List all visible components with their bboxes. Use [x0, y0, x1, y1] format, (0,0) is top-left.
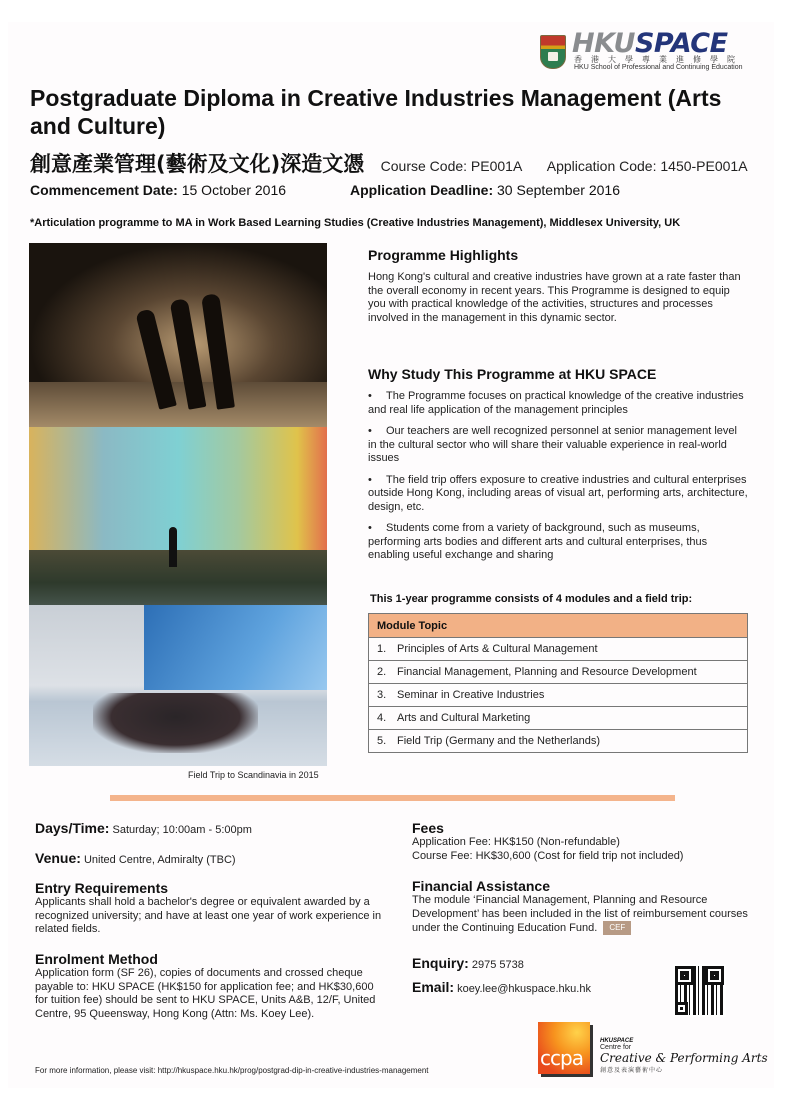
table-row	[369, 730, 748, 753]
module-number: 5.	[377, 735, 387, 747]
email-label: Email:	[412, 979, 455, 995]
page-title: Postgraduate Diploma in Creative Industries Management (Arts and Culture)	[30, 85, 722, 139]
logo-hku: HKU	[572, 28, 635, 59]
module-topic: Arts and Cultural Marketing	[397, 712, 531, 724]
module-topic: Field Trip (Germany and the Netherlands)	[397, 735, 600, 747]
table-row	[369, 661, 748, 684]
chinese-title: 創意產業管理(藝術及文化)深造文憑	[30, 152, 365, 176]
deadline-label: Application Deadline:	[350, 182, 494, 198]
why-study-heading: Why Study This Programme at HKU SPACE	[368, 366, 657, 382]
articulation-note: *Articulation programme to MA in Work Based Learning Studies (Creative Industries Management), Middlesex University, UK	[30, 217, 681, 229]
footer-more-info[interactable]: For more information, please visit: http://hkuspace.hku.hk/prog/postgrad-dip-in-creative-industries-management	[35, 1066, 429, 1075]
course-fee: Course Fee: HK$30,600 (Cost for field trip not included)	[412, 849, 684, 862]
list-item	[368, 390, 748, 417]
highlights-heading: Programme Highlights	[368, 247, 519, 263]
qr-code-icon[interactable]	[673, 964, 726, 1017]
ccpa-centre-for: Centre for	[600, 1044, 632, 1051]
photo-column	[29, 243, 327, 766]
table-row	[369, 638, 748, 661]
days-label: Days/Time:	[35, 820, 110, 836]
email-link[interactable]: koey.lee@hkuspace.hku.hk	[454, 983, 591, 995]
module-cell	[369, 638, 748, 661]
enquiry-phone: 2975 5738	[468, 959, 524, 971]
chinese-title-line	[30, 148, 748, 178]
dates-line	[30, 182, 620, 198]
table-row	[369, 707, 748, 730]
module-topic: Seminar in Creative Industries	[397, 689, 545, 701]
cef-logo-icon: CEF	[603, 921, 631, 935]
logo-space: SPACE	[634, 28, 728, 59]
bullet-icon: •	[368, 425, 372, 437]
section-divider	[110, 795, 675, 801]
ccpa-logo-text: ccpa	[540, 1046, 583, 1070]
financial-heading: Financial Assistance	[412, 878, 550, 894]
table-header-row	[369, 614, 748, 638]
days-time	[35, 820, 385, 838]
module-cell	[369, 730, 748, 753]
deadline	[350, 182, 620, 198]
days-value: Saturday; 10:00am - 5:00pm	[109, 824, 252, 836]
mural-gallery-photo	[29, 427, 327, 605]
ccpa-chinese-name: 創意及表演藝術中心	[600, 1068, 664, 1074]
field-trip-group-photo	[29, 605, 327, 766]
logo-english-name: HKU School of Professional and Continuing Education	[574, 64, 743, 71]
module-cell	[369, 661, 748, 684]
enquiry-label: Enquiry:	[412, 955, 469, 971]
module-topic-header: Module Topic	[369, 614, 748, 638]
modules-intro: This 1-year programme consists of 4 modules and a field trip:	[370, 593, 693, 605]
ccpa-name: Creative & Performing Arts	[600, 1051, 768, 1065]
list-item	[368, 474, 748, 515]
module-topic: Principles of Arts & Cultural Management	[397, 643, 598, 655]
venue-label: Venue:	[35, 850, 81, 866]
bullet-text: The Programme focuses on practical knowledge of the creative industries and real life application of the management principles	[368, 390, 744, 416]
fees-section	[412, 820, 752, 863]
enrolment-method	[35, 951, 385, 1021]
why-study-section	[368, 366, 748, 571]
application-code: Application Code: 1450-PE001A	[546, 158, 748, 174]
module-number: 2.	[377, 666, 387, 678]
module-cell	[369, 684, 748, 707]
bullet-icon: •	[368, 390, 372, 402]
highlights-body: Hong Kong's cultural and creative industries have grown at a rate faster than the overall economy in recent years. This Programme is designed to equip you with practical knowledge of the activities, structures and processes involved in the management in this dynamic sector.	[368, 271, 741, 324]
venue	[35, 850, 385, 868]
entry-heading: Entry Requirements	[35, 880, 169, 896]
photo-caption: Field Trip to Scandinavia in 2015	[188, 770, 319, 780]
list-item	[368, 425, 748, 466]
bullet-text: Our teachers are well recognized personnel at senior management level in the cultural sector who will share their valuable experience in real-world issues	[368, 425, 737, 464]
programme-highlights	[368, 247, 748, 325]
module-topic: Financial Management, Planning and Resource Development	[397, 666, 697, 678]
table-row	[369, 684, 748, 707]
venue-value: United Centre, Admiralty (TBC)	[80, 854, 236, 866]
module-cell	[369, 707, 748, 730]
module-number: 1.	[377, 643, 387, 655]
module-number: 3.	[377, 689, 387, 701]
university-crest-icon	[540, 35, 566, 69]
entry-body: Applicants shall hold a bachelor's degree or equivalent awarded by a recognized university; and have at least one year of work experience in related fields.	[35, 896, 382, 935]
module-table	[368, 613, 748, 753]
list-item	[368, 522, 748, 563]
bullet-icon: •	[368, 473, 372, 486]
financial-body	[412, 894, 752, 935]
hku-space-logo	[540, 28, 755, 73]
ccpa-brand: HKUSPACE	[600, 1038, 634, 1044]
application-fee: Application Fee: HK$150 (Non-refundable)	[412, 836, 620, 848]
fees-heading: Fees	[412, 820, 444, 836]
logo-chinese-name: 香港大學專業進修學院	[574, 55, 744, 64]
ccpa-text-block	[600, 1038, 768, 1074]
bullet-text: The field trip offers exposure to creative industries and cultural enterprises outside Hong Kong, including areas of visual art, performing arts, architecture, design, etc.	[368, 473, 748, 513]
commencement-label: Commencement Date:	[30, 182, 178, 198]
module-number: 4.	[377, 712, 387, 724]
financial-text: The module ‘Financial Management, Planning and Resource Development’ has been included in the list of reimbursement courses under the Continuing Education Fund.	[412, 894, 748, 934]
financial-assistance	[412, 878, 752, 935]
commencement-value: 15 October 2016	[177, 182, 287, 198]
bullet-text: Students come from a variety of background, such as museums, performing arts bodies and different arts and cultural enterprises, thus enabling useful exchange and sharing	[368, 522, 708, 561]
dancers-photo	[29, 243, 327, 427]
entry-requirements	[35, 880, 385, 937]
ccpa-logo-icon	[538, 1022, 590, 1074]
bullet-icon: •	[368, 522, 372, 534]
deadline-value: 30 September 2016	[493, 182, 620, 198]
enrol-heading: Enrolment Method	[35, 951, 158, 967]
course-code: Course Code: PE001A	[380, 158, 523, 174]
enrol-body: Application form (SF 26), copies of documents and crossed cheque payable to: HKU SPACE (HK$150 for application fee; and HK$30,600 for tuition fee) should be sent to HKU SPACE, Units A&B, 12/F, United Centre, 95 Queensway, Hong Kong (Attn: Ms. Koey Lee).	[35, 967, 376, 1020]
